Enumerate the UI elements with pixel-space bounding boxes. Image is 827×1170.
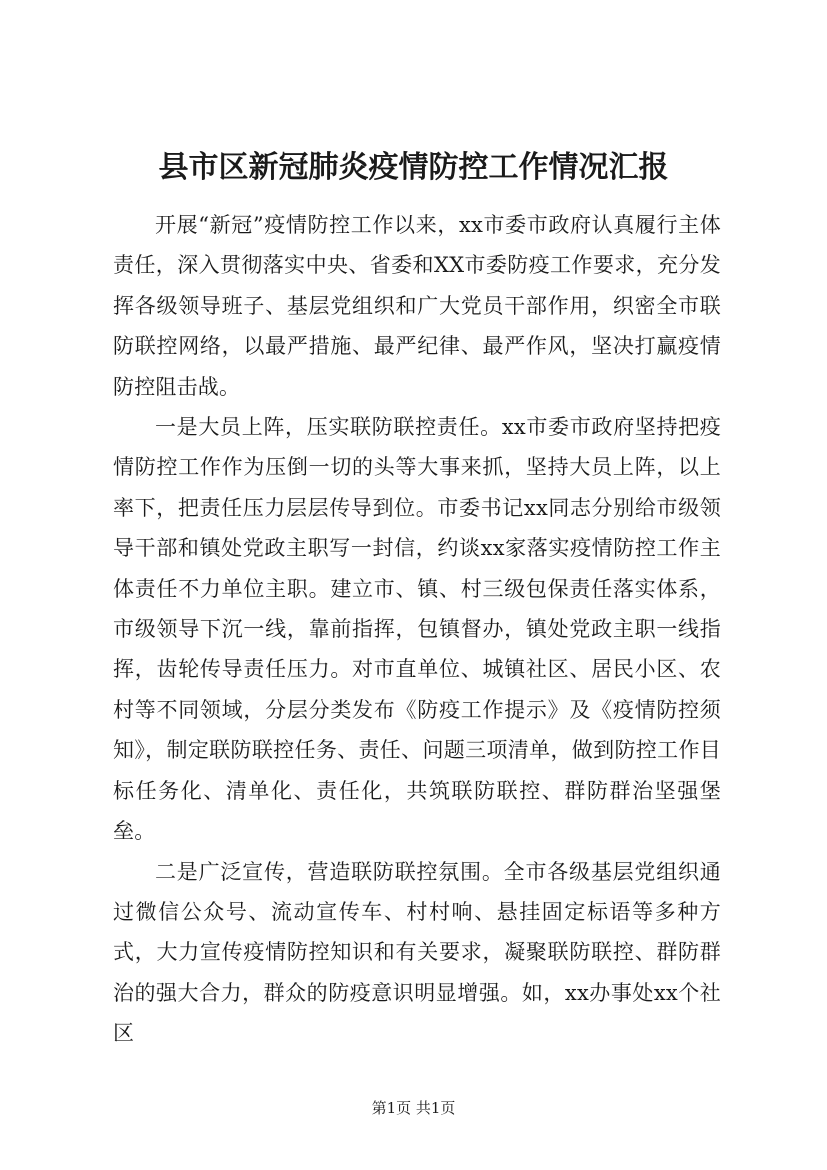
- paragraph-section-one: 一是大员上阵，压实联防联控责任。xx市委市政府坚持把疫情防控工作作为压倒一切的头等大事来抓，坚持大员上阵，以上率下，把责任压力层层传导到位。市委书记xx同志分别给市级领导干部和镇处党政主职写一封信，约谈xx家落实疫情防控工作主体责任不力单位主职。建立市、镇、村三级包保责任落实体系，市级领导下沉一线，靠前指挥，包镇督办，镇处党政主职一线指挥，齿轮传导责任压力。对市直单位、城镇社区、居民小区、农村等不同领域，分层分类发布《防疫工作提示》及《疫情防控须知》，制定联防联控任务、责任、问题三项清单，做到防控工作目标任务化、清单化、责任化，共筑联防联控、群防群治坚强堡垒。: [113, 415, 721, 844]
- document-title: 县市区新冠肺炎疫情防控工作情况汇报: [158, 150, 669, 185]
- paragraph-intro: 开展“新冠”疫情防控工作以来，xx市委市政府认真履行主体责任，深入贯彻落实中央、省委和XX市委防疫工作要求，充分发挥各级领导班子、基层党组织和广大党员干部作用，织密全市联防联控网络，以最严措施、最严纪律、最严作风，坚决打赢疫情防控阻击战。: [113, 213, 721, 399]
- document-body: [113, 205, 721, 1054]
- page-number-footer: 第1页 共1页: [371, 1099, 456, 1117]
- paragraph-section-two: 二是广泛宣传，营造联防联控氛围。全市各级基层党组织通过微信公众号、流动宣传车、村村响、悬挂固定标语等多种方式，大力宣传疫情防控知识和有关要求，凝聚联防联控、群防群治的强大合力，群众的防疫意识明显增强。如，xx办事处xx个社区: [113, 859, 721, 1046]
